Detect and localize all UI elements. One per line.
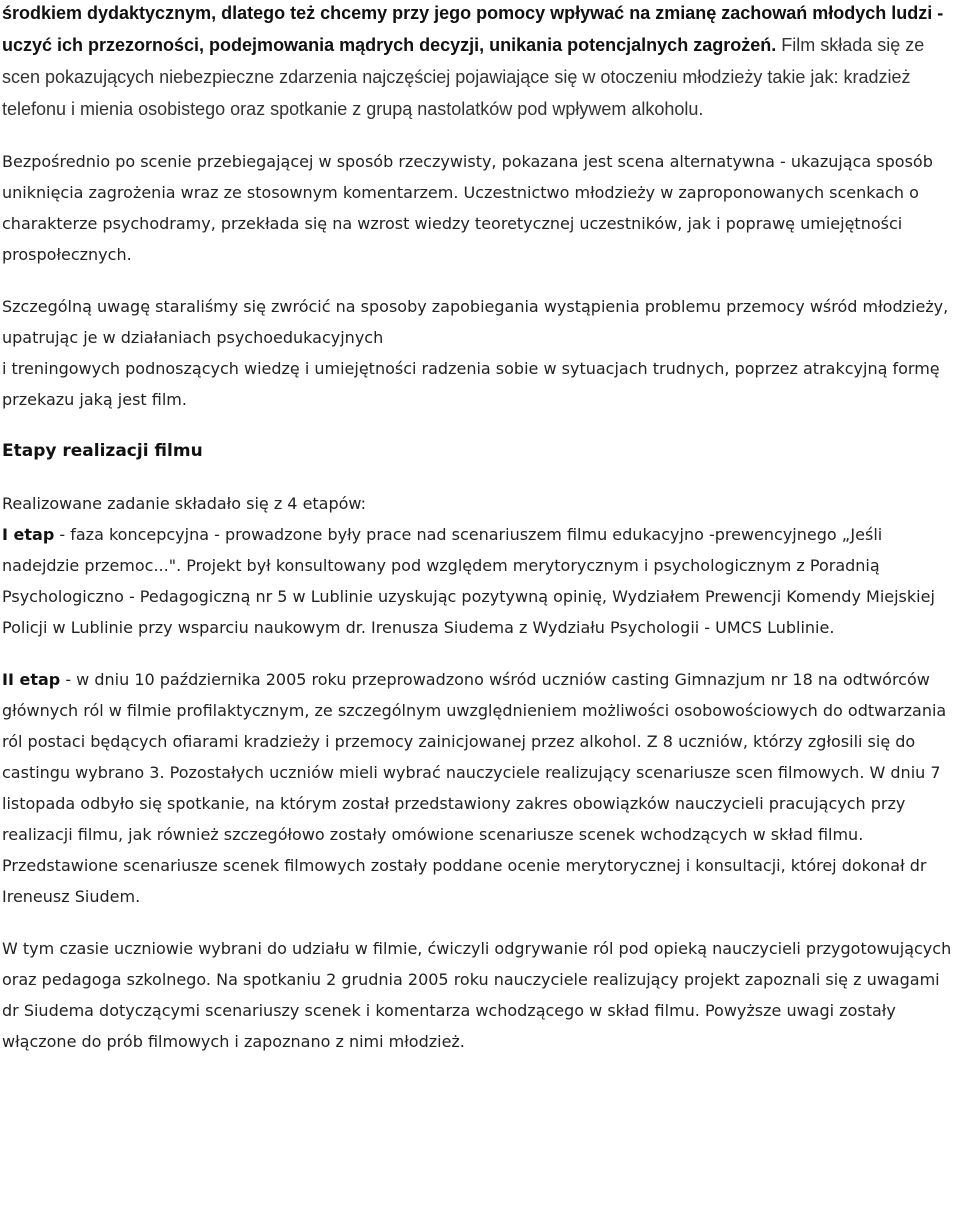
paragraph-alternative-scene: Bezpośrednio po scenie przebiegającej w sposób rzeczywisty, pokazana jest scena alternatywna - ukazująca sposób uniknięcia zagrożenia wraz ze stosownym komentarzem. Uczestnictwo młodzieży w zaproponowanych scenkach o charakterze psychodramy, przekłada się na wzrost wiedzy teoretycznej uczestników, jak i poprawę umiejętności prospołecznych. (2, 152, 933, 264)
stage-1-text: - faza koncepcyjna - prowadzone były prace nad scenariuszem filmu edukacyjno -prewencyjnego „Jeśli nadejdzie przemoc...". Projekt był konsultowany pod względem merytorycznym i psychologicznym z Poradnią Psychologiczno - Pedagogiczną nr 5 w Lublinie uzyskując pozytywną opinię, Wydziałem Prewencji Komendy Miejskiej Policji w Lublinie przy wsparciu naukowym dr. Irenusza Siudema z Wydziału Psychologii - UMCS Lublinie. (2, 525, 935, 637)
spacer (0, 415, 960, 436)
stage-2-paragraph (2, 664, 960, 912)
section-heading: Etapy realizacji filmu (2, 441, 203, 461)
paragraph-line: Szczególną uwagę staraliśmy się zwrócić na sposoby zapobiegania wystąpienia problemu przemocy wśród młodzieży, upatrując je w działaniach psychoedukacyjnych (2, 297, 949, 347)
stage-1-label: I etap (2, 525, 55, 544)
intro-paragraph (2, 0, 960, 125)
paragraph-rehearsals: W tym czasie uczniowie wybrani do udziału w filmie, ćwiczyli odgrywanie ról pod opieką nauczycieli przygotowujących oraz pedagoga szkolnego. Na spotkaniu 2 grudnia 2005 roku nauczyciele realizujący projekt zapoznali się z uwagami dr Siudema dotyczącymi scenariuszy scenek i komentarza wchodzącego w skład filmu. Powyższe uwagi zostały włączone do prób filmowych i zapoznano z nimi młodzież. (2, 939, 952, 1051)
spacer (0, 467, 960, 488)
intro-bold-text: środkiem dydaktycznym, dlatego też chcemy przy jego pomocy wpływać na zmianę zachowań młodych ludzi - uczyć ich przezorności, podejmowania mądrych decyzji, unikania potencjalnych zagrożeń. (2, 3, 944, 55)
spacer (0, 643, 960, 664)
paragraph-line: i treningowych podnoszących wiedzę i umiejętności radzenia sobie w sytuacjach trudnych, poprzez atrakcyjną formę przekazu jaką jest film. (2, 359, 940, 409)
spacer (0, 912, 960, 933)
spacer (0, 125, 960, 146)
stage-2-text: - w dniu 10 października 2005 roku przeprowadzono wśród uczniów casting Gimnazjum nr 18 na odtwórców głównych ról w filmie profilaktycznym, ze szczególnym uwzględnieniem możliwości osobowościowych do odtwarzania ról postaci będących ofiarami kradzieży i przemocy zainicjowanej przez alkohol. Z 8 uczniów, którzy zgłosili się do castingu wybrano 3. Pozostałych uczniów mieli wybrać nauczyciele realizujący scenariusze scen filmowych. W dniu 7 listopada odbyło się spotkanie, na którym został przedstawiony zakres obowiązków nauczycieli pracujących przy realizacji filmu, jak również szczegółowo zostały omówione scenariusze scenek wchodzących w skład filmu. Przedstawione scenariusze scenek filmowych zostały poddane ocenie merytorycznej i konsultacji, której dokonał dr Ireneusz Siudem. (2, 670, 947, 906)
stage-1-paragraph (2, 519, 960, 643)
intro-regular-text: Film składa się ze scen pokazujących niebezpieczne zdarzenia najczęściej pojawiające się w otoczeniu młodzieży takie jak: kradzież telefonu i mienia osobistego oraz spotkanie z grupą nastolatków pod wpływem alkoholu. (2, 35, 925, 119)
paragraph-violence-prevention (2, 291, 960, 415)
stages-intro: Realizowane zadanie składało się z 4 etapów: (2, 494, 367, 513)
stage-2-label: II etap (2, 670, 61, 689)
spacer (0, 270, 960, 291)
